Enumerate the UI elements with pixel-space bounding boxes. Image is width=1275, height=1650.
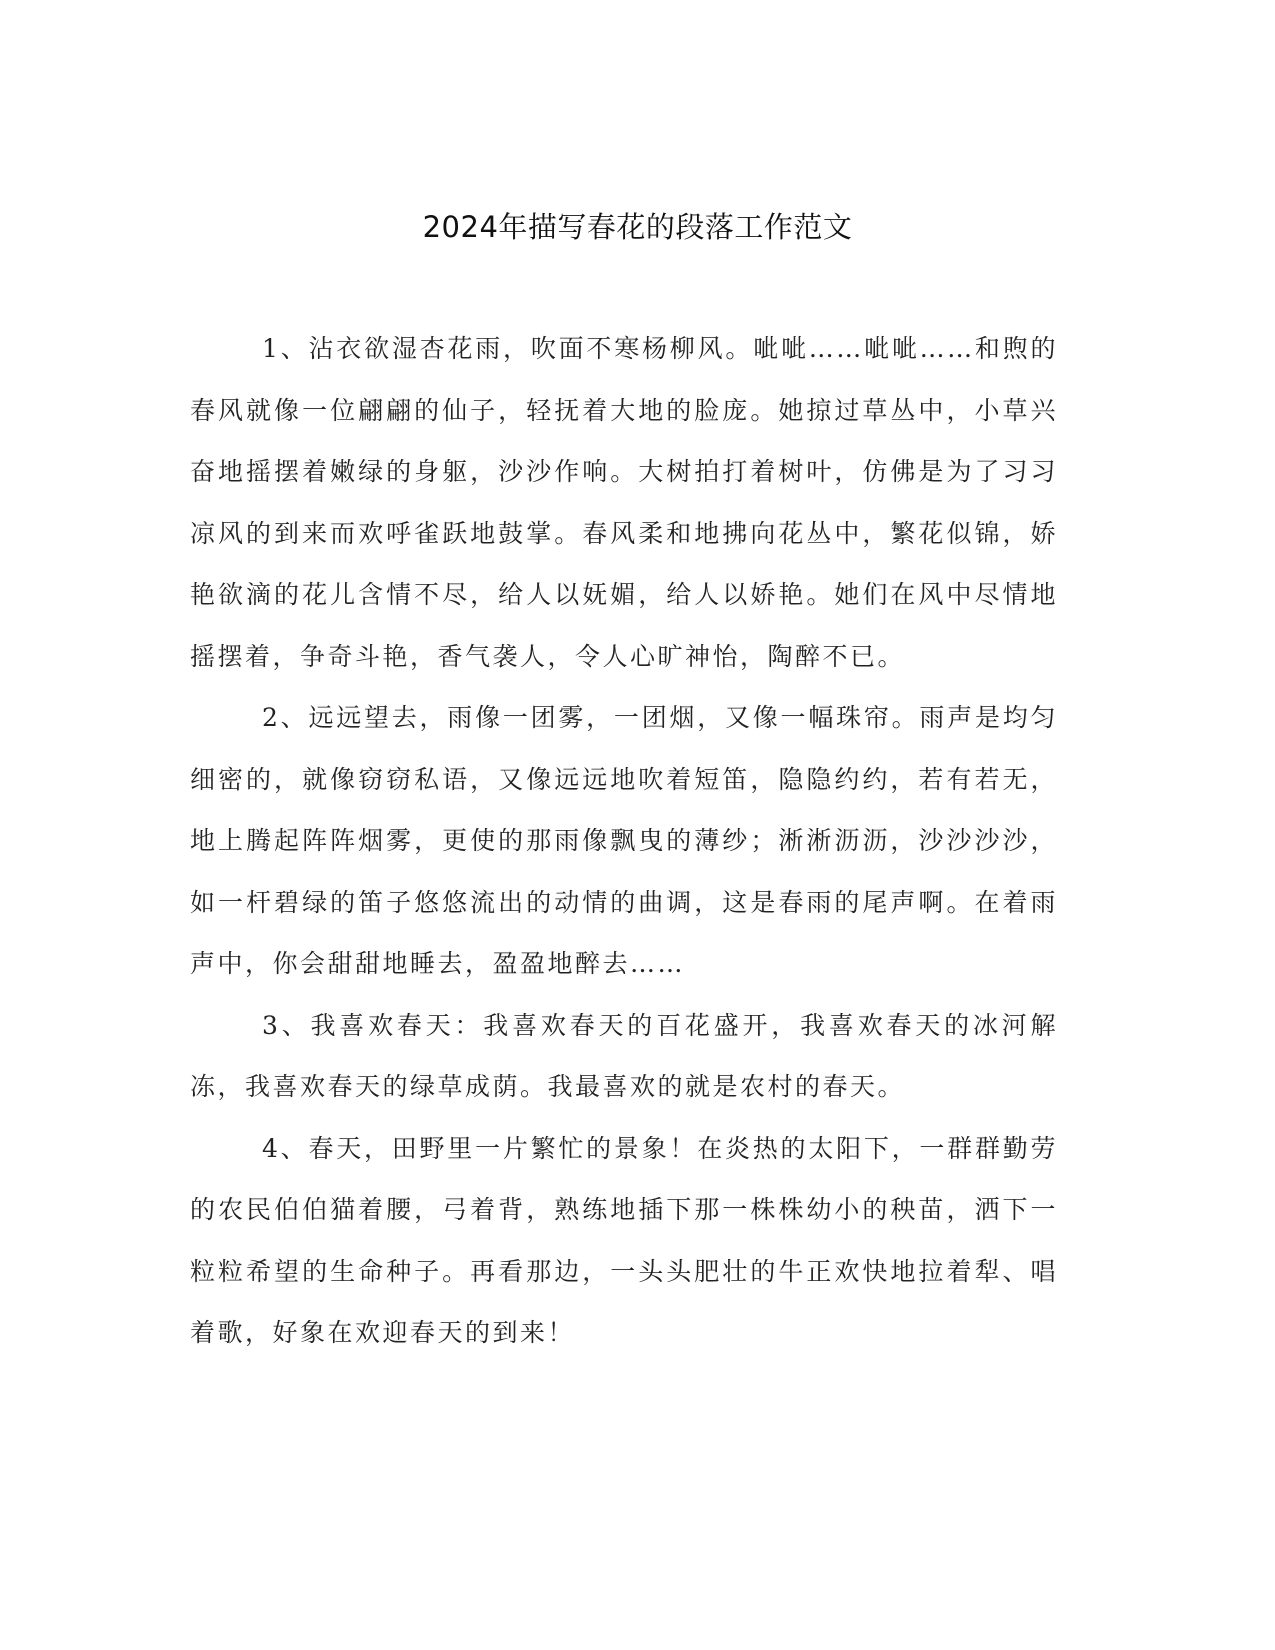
paragraph-2: 2、远远望去，雨像一团雾，一团烟，又像一幅珠帘。雨声是均匀细密的，就像窃窃私语，又像远远地吹着短笛，隐隐约约，若有若无，地上腾起阵阵烟雾，更使的那雨像飘曳的薄纱；淅淅沥沥，沙沙沙沙，如一杆碧绿的笛子悠悠流出的动情的曲调，这是春雨的尾声啊。在着雨声中，你会甜甜地睡去，盈盈地醉去……	[190, 703, 1058, 978]
paragraph-1: 1、沾衣欲湿杏花雨，吹面不寒杨柳风。呲呲……呲呲……和煦的春风就像一位翩翩的仙子，轻抚着大地的脸庞。她掠过草丛中，小草兴奋地摇摆着嫩绿的身躯，沙沙作响。大树拍打着树叶，仿佛是为了习习凉风的到来而欢呼雀跃地鼓掌。春风柔和地拂向花丛中，繁花似锦，娇艳欲滴的花儿含情不尽，给人以妩媚，给人以娇艳。她们在风中尽情地摇摆着，争奇斗艳，香气袭人，令人心旷神怡，陶醉不已。	[190, 334, 1058, 671]
paragraph-4: 4、春天，田野里一片繁忙的景象！在炎热的太阳下，一群群勤劳的农民伯伯猫着腰，弓着背，熟练地插下那一株株幼小的秧苗，洒下一粒粒希望的生命种子。再看那边，一头头肥壮的牛正欢快地拉着犁、唱着歌，好象在欢迎春天的到来！	[190, 1133, 1058, 1347]
document-body	[190, 318, 1058, 1364]
paragraph-3: 3、我喜欢春天：我喜欢春天的百花盛开，我喜欢春天的冰河解冻，我喜欢春天的绿草成荫。我最喜欢的就是农村的春天。	[190, 1010, 1058, 1101]
document-title: 2024年描写春花的段落工作范文	[422, 210, 853, 244]
